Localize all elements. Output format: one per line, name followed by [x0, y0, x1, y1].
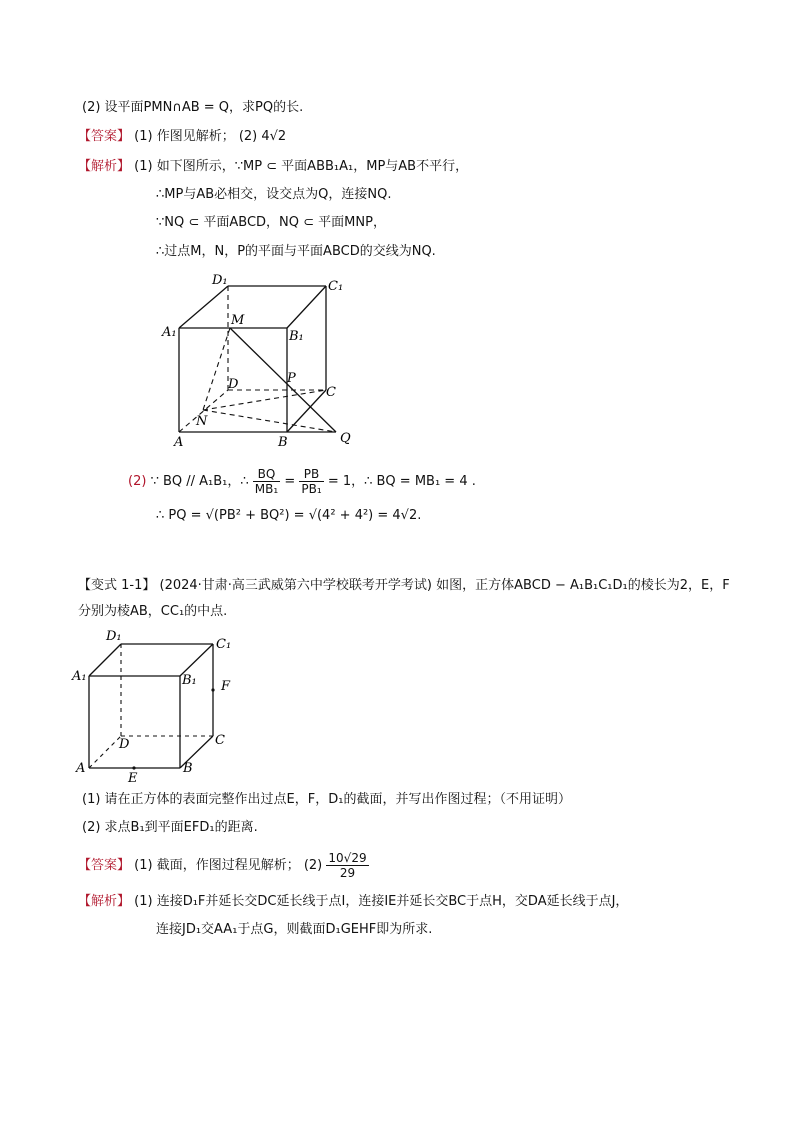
- label-C1: C₁: [216, 637, 232, 652]
- cube-figure-2: [70, 622, 245, 787]
- analysis-text: (1) 如下图所示，∵MP ⊂ 平面ABB₁A₁，MP与AB不平行，: [134, 159, 469, 174]
- label-B: B: [183, 761, 193, 776]
- fraction-numerator: 10√29: [328, 851, 367, 865]
- label-B1: B₁: [289, 329, 304, 344]
- fraction-numerator: BQ: [253, 467, 280, 482]
- analysis-1-line4: ∴过点M，N，P的平面与平面ABCD的交线为NQ.: [156, 244, 436, 259]
- part2-text-b: = 1，∴ BQ = MB₁ = 4 .: [327, 474, 476, 489]
- analysis-1-line6: ∴ PQ = √(PB² + BQ²) = √(4² + 4²) = 4√2.: [156, 508, 422, 523]
- label-C1: C₁: [328, 279, 344, 294]
- label-D1: D₁: [212, 273, 228, 288]
- question-1: (1) 请在正方体的表面完整作出过点E，F，D₁的截面，并写出作图过程；（不用证明）: [82, 792, 571, 807]
- cube-figure-2-svg: [70, 622, 245, 787]
- analysis-2-line1: [78, 893, 628, 911]
- analysis-tag: 【解析】: [78, 894, 131, 909]
- label-A1: A₁: [162, 325, 177, 340]
- point-E: [132, 766, 135, 769]
- label-D1: D₁: [106, 629, 122, 644]
- fraction-denominator: 29: [339, 866, 356, 880]
- label-N: N: [196, 414, 208, 429]
- cube-figure-1: [160, 270, 370, 450]
- answer-tag: 【答案】: [78, 858, 131, 873]
- label-P: P: [287, 371, 296, 386]
- equals-sign: =: [284, 474, 296, 489]
- fraction-answer: [326, 851, 368, 880]
- fraction-bq-mb1: [253, 467, 280, 496]
- variant-source: (2024·甘肃·高三武威第六中学校联考开学考试): [159, 578, 433, 593]
- cube-figure-1-svg: [160, 270, 370, 450]
- label-D: D: [119, 737, 130, 752]
- label-A: A: [174, 435, 184, 450]
- analysis-2-line2: 连接JD₁交AA₁于点G，则截面D₁GEHF即为所求.: [156, 922, 433, 937]
- answer-1: [78, 128, 286, 146]
- label-A: A: [76, 761, 86, 776]
- part2-label: (2): [128, 474, 147, 489]
- analysis-1-line1: [78, 158, 468, 176]
- part2-text-a: ∵ BQ // A₁B₁，∴: [150, 474, 249, 489]
- label-F: F: [221, 679, 231, 694]
- answer-tag: 【答案】: [78, 129, 131, 144]
- analysis-1-line2: ∴MP与AB必相交，设交点为Q，连接NQ.: [156, 187, 392, 202]
- fraction-denominator: PB₁: [301, 482, 322, 496]
- variant-text: 如图，正方体ABCD − A₁B₁C₁D₁的棱长为2，E，F: [436, 578, 730, 593]
- variant-tag: 【变式 1-1】: [78, 578, 156, 593]
- label-D: D: [228, 377, 239, 392]
- label-B: B: [278, 435, 288, 450]
- variant-line1: [78, 577, 730, 595]
- fraction-numerator: PB: [299, 467, 323, 482]
- point-F: [211, 688, 214, 691]
- question-2: (2) 求点B₁到平面EFD₁的距离.: [82, 820, 258, 835]
- fraction-denominator: MB₁: [254, 482, 279, 496]
- label-M: M: [231, 313, 245, 328]
- fraction-pb-pb1: [299, 467, 323, 496]
- label-A1: A₁: [72, 669, 87, 684]
- label-E: E: [128, 771, 138, 786]
- answer-text: (1) 作图见解析； (2) 4√2: [134, 129, 287, 144]
- variant-line2: 分别为棱AB，CC₁的中点.: [78, 604, 228, 619]
- part2-question: (2) 设平面PMN∩AB = Q，求PQ的长.: [82, 100, 304, 115]
- label-Q: Q: [340, 431, 351, 446]
- answer-text: (1) 截面，作图过程见解析； (2): [134, 858, 323, 873]
- analysis-text: (1) 连接D₁F并延长交DC延长线于点I，连接IE并延长交BC于点H，交DA延长线于点J，: [134, 894, 629, 909]
- answer-2: [78, 848, 369, 884]
- analysis-tag: 【解析】: [78, 159, 131, 174]
- analysis-1-line3: ∵NQ ⊂ 平面ABCD，NQ ⊂ 平面MNP，: [156, 215, 386, 230]
- label-C: C: [215, 733, 225, 748]
- analysis-1-line5: [128, 465, 476, 499]
- label-C: C: [326, 385, 336, 400]
- label-B1: B₁: [182, 673, 197, 688]
